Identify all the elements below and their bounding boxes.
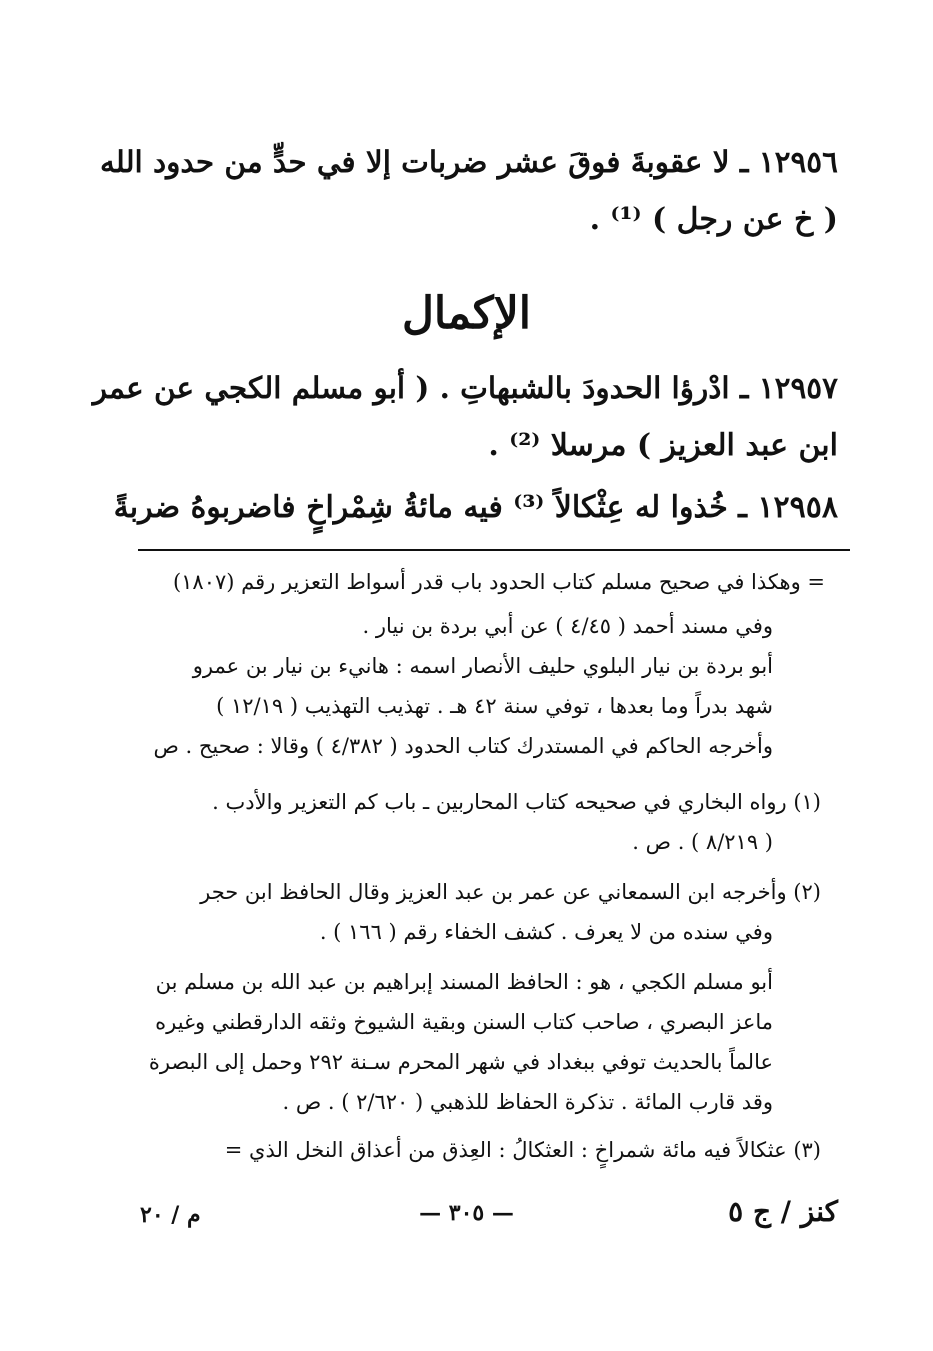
footnote-line-4: شهد بدراً وما بعدها ، توفي سنة ٤٢ هـ . تهذيب التهذيب ( ١٢/١٩ ) (216, 694, 773, 718)
footnote-line-10: أبو مسلم الكجي ، هو : الحافظ المسند إبراهيم بن عبد الله بن مسلم بن (155, 970, 773, 994)
hadith-12957-line-1: ١٢٩٥٧ ـ ادْرؤا الحدودَ بالشبهاتِ . ( أبو مسلم الكجي عن عمر (92, 370, 838, 405)
footnote-line-14: (٣) عثكالاً فيه مائة شمراخٍ : العثكالُ : العِذق من أعذاق النخل الذي = (224, 1138, 821, 1162)
hadith-12958-line-1: ١٢٩٥٨ ـ خُذوا له عِثْكالاً ⁽³⁾ فيه مائةُ شِمْراخٍ فاضربوهُ ضربةً (113, 490, 838, 525)
footnote-line-12: عالماً بالحديث توفي ببغداد في شهر المحرم سـنة ٢٩٢ وحمل إلى البصرة (148, 1050, 773, 1074)
footnote-line-9: وفي سنده من لا يعرف . كشف الخفاء رقم ( ١٦٦ ) . (319, 920, 773, 944)
footnote-line-5: وأخرجه الحاكم في المستدرك كتاب الحدود ( ٤/٣٨٢ ) وقالا : صحيح . ص (153, 734, 773, 758)
footnote-line-1: = وهكذا في صحيح مسلم كتاب الحدود باب قدر أسواط التعزير رقم (١٨٠٧) (172, 570, 825, 594)
section-heading: الإكمال (401, 288, 532, 339)
footnote-line-8: (٢) وأخرجه ابن السمعاني عن عمر بن عبد العزيز وقال الحافظ ابن حجر (200, 880, 821, 904)
hadith-12956-line-1: ١٢٩٥٦ ـ لا عقوبةَ فوقَ عشر ضربات إلا في حدٍّ من حدود الله (99, 144, 838, 179)
footer-page-number: — ٣٠٥ — (419, 1200, 514, 1226)
footnote-line-11: ماعز البصري ، صاحب كتاب السنن وبقية الشيوخ وثقه الدارقطني وغيره (155, 1010, 773, 1034)
hadith-12956-line-2: ( خ عن رجل ) ⁽¹⁾ . (589, 202, 838, 237)
footnote-line-13: وقد قارب المائة . تذكرة الحفاظ للذهبي ( ٢/٦٢٠ ) . ص . (282, 1090, 773, 1114)
footnote-line-7: ( ٨/٢١٩ ) . ص . (632, 830, 773, 854)
footnote-line-2: وفي مسند أحمد ( ٤/٤٥ ) عن أبي بردة بن نيار . (362, 614, 773, 638)
footnote-separator (138, 549, 850, 551)
hadith-12957-line-2: ابن عبد العزيز ) مرسلا ⁽²⁾ . (488, 428, 838, 463)
footnote-line-6: (١) رواه البخاري في صحيحه كتاب المحاربين ـ باب كم التعزير والأدب . (212, 790, 821, 814)
footnote-line-3: أبو بردة بن نيار البلوي حليف الأنصار اسمه : هانيء بن نيار بن عمرو (192, 654, 773, 678)
footer-signature: م / ٢٠ (140, 1202, 201, 1228)
footer-volume: كنز / ج ٥ (728, 1195, 838, 1228)
